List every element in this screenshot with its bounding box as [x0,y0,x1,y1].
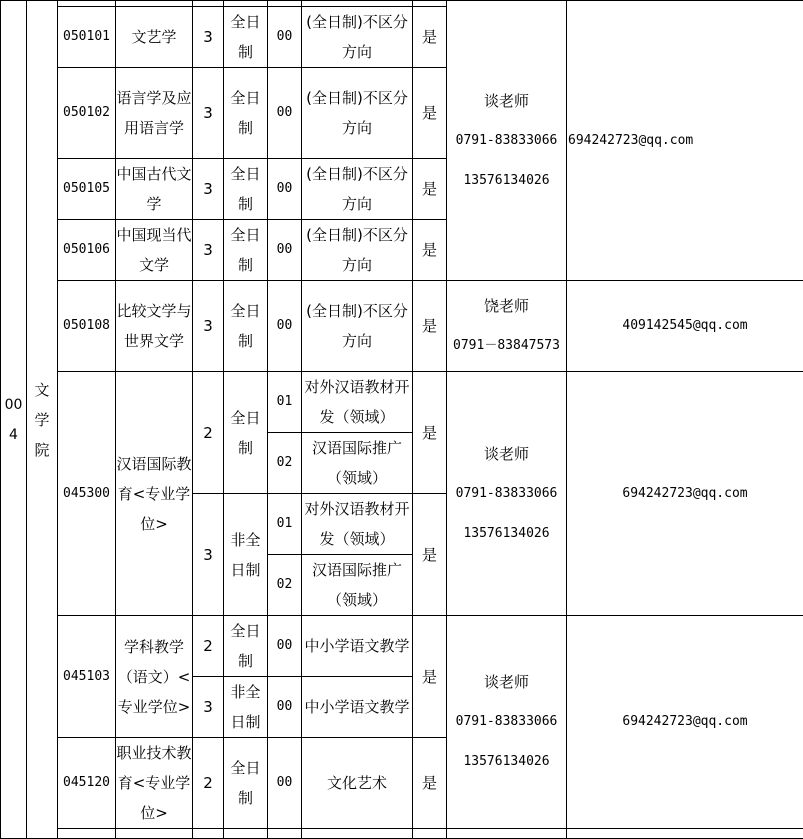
contact-phone: 0791-83833066 [447,121,566,161]
study-mode: 全日制 [224,372,268,494]
direction-code: 01 [268,494,302,555]
exam-flag: 是 [413,494,447,616]
exam-flag: 是 [413,738,447,829]
contact-name: 谈老师 [447,662,566,702]
exam-flag: 是 [413,220,447,281]
direction-code: 02 [268,433,302,494]
direction-name: (全日制)不区分方向 [302,68,413,159]
direction-code: 00 [268,281,302,372]
exam-flag: 是 [413,281,447,372]
major-code: 050102 [58,68,116,159]
direction-name: (全日制)不区分方向 [302,281,413,372]
major-name: 比较文学与世界文学 [116,281,193,372]
study-years: 3 [193,494,224,616]
exam-flag: 是 [413,159,447,220]
direction-code: 00 [268,220,302,281]
exam-flag: 是 [413,372,447,494]
contact-phone: 0791-83833066 [447,474,566,514]
study-years: 3 [193,68,224,159]
study-mode: 全日制 [224,68,268,159]
major-code: 050105 [58,159,116,220]
exam-flag: 是 [413,616,447,738]
contact-c3 [447,372,567,616]
study-years: 2 [193,738,224,829]
table-row [1,372,803,433]
study-mode: 非全日制 [224,677,268,738]
major-name: 文艺学 [116,7,193,68]
major-code: 045120 [58,738,116,829]
contact-email: 409142545@qq.com [567,281,803,372]
study-years: 3 [193,159,224,220]
direction-name: (全日制)不区分方向 [302,7,413,68]
exam-flag: 是 [413,7,447,68]
contact-email: 694242723@qq.com [567,372,803,616]
major-code: 045103 [58,616,116,738]
contact-name: 饶老师 [447,286,566,326]
major-name: 语言学及应用语言学 [116,68,193,159]
study-years: 2 [193,616,224,677]
study-mode: 全日制 [224,616,268,677]
study-mode: 全日制 [224,7,268,68]
contact-phone: 0791－83847573 [447,326,566,366]
college-code: 004 [1,1,27,839]
table-row [1,281,803,372]
study-mode: 全日制 [224,159,268,220]
direction-name: (全日制)不区分方向 [302,159,413,220]
direction-code: 00 [268,159,302,220]
direction-code: 00 [268,677,302,738]
contact-email: 694242723@qq.com [567,616,803,829]
major-name: 汉语国际教育<专业学位> [116,372,193,616]
contact-c2 [447,281,567,372]
direction-name: 中小学语文教学 [302,616,413,677]
direction-name: 汉语国际推广（领域） [302,433,413,494]
study-years: 3 [193,281,224,372]
table-row [1,616,803,677]
major-code: 045300 [58,372,116,616]
contact-phone: 0791-83833066 [447,702,566,742]
exam-flag: 是 [413,68,447,159]
study-mode: 全日制 [224,738,268,829]
direction-name: 对外汉语教材开发（领域） [302,494,413,555]
study-years: 2 [193,372,224,494]
study-mode: 非全日制 [224,494,268,616]
table-row [1,829,803,839]
direction-name: 对外汉语教材开发（领域） [302,372,413,433]
contact-name: 谈老师 [447,81,566,121]
direction-code: 00 [268,68,302,159]
contact-mobile: 13576134026 [447,742,566,782]
major-name: 中国古代文学 [116,159,193,220]
direction-code: 00 [268,7,302,68]
direction-code: 02 [268,555,302,616]
contact-name: 谈老师 [447,434,566,474]
direction-code: 00 [268,738,302,829]
contact-c4 [447,616,567,829]
study-mode: 全日制 [224,220,268,281]
major-code: 050108 [58,281,116,372]
direction-name: 汉语国际推广（领域） [302,555,413,616]
study-years: 3 [193,7,224,68]
contact-mobile: 13576134026 [447,514,566,554]
contact-c1 [447,1,567,281]
study-mode: 全日制 [224,281,268,372]
major-code: 050106 [58,220,116,281]
direction-code: 00 [268,616,302,677]
study-years: 3 [193,220,224,281]
contact-mobile: 13576134026 [447,161,566,201]
direction-name: (全日制)不区分方向 [302,220,413,281]
major-name: 中国现当代文学 [116,220,193,281]
direction-name: 中小学语文教学 [302,677,413,738]
major-name: 职业技术教育<专业学位> [116,738,193,829]
major-name: 学科教学（语文）<专业学位> [116,616,193,738]
direction-code: 01 [268,372,302,433]
study-years: 3 [193,677,224,738]
contact-email: 694242723@qq.com [567,1,803,281]
major-code: 050101 [58,7,116,68]
direction-name: 文化艺术 [302,738,413,829]
college-name: 文学院 [27,1,58,839]
